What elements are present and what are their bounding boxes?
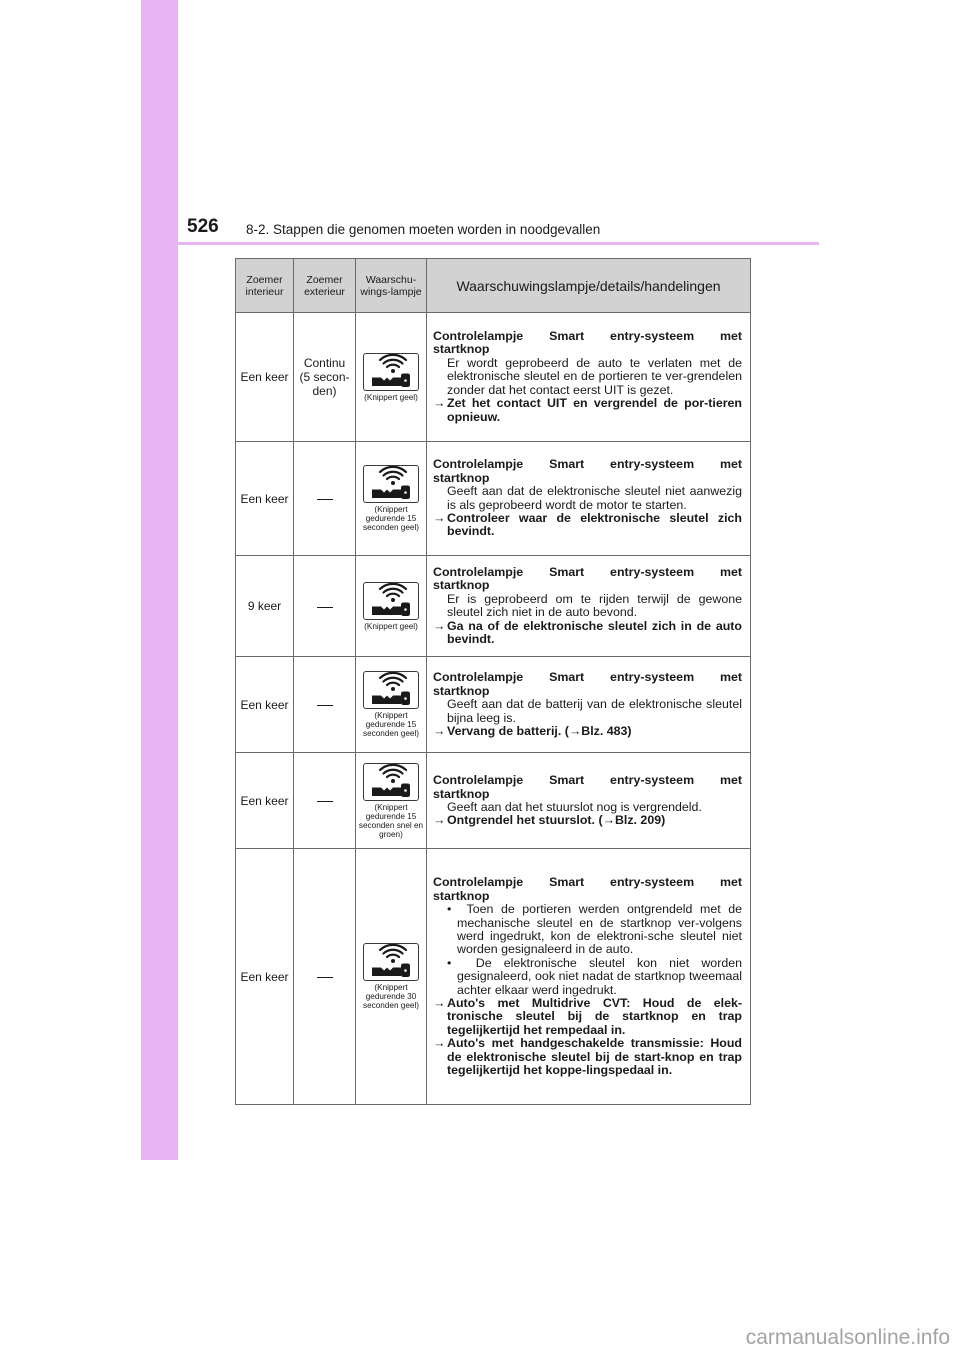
no-buzzer-dash xyxy=(317,607,333,608)
buzzer-interior-cell: Een keer xyxy=(236,657,294,753)
action-label: Zet het contact UIT en vergrendel de por-tieren opnieuw. xyxy=(447,396,742,424)
buzzer-interior-cell: Een keer xyxy=(236,753,294,849)
indicator-title: Controlelampje Smart entry-systeem met xyxy=(433,565,742,579)
no-buzzer-dash xyxy=(317,499,333,500)
header-details: Waarschuwingslampje/details/handelingen xyxy=(427,259,751,313)
action-text xyxy=(433,512,742,539)
header-rule xyxy=(141,242,819,245)
no-buzzer-dash xyxy=(317,977,333,978)
no-buzzer-dash xyxy=(317,705,333,706)
warning-lamp-cell xyxy=(356,657,427,753)
arrow-icon: → xyxy=(433,996,446,1011)
smart-entry-key-icon xyxy=(363,763,419,801)
indicator-title: Controlelampje Smart entry-systeem met xyxy=(433,457,742,472)
indicator-title-cont: startknop xyxy=(433,786,490,801)
buzzer-interior-cell: Een keer xyxy=(236,313,294,442)
detail-bullet xyxy=(433,903,742,957)
indicator-title-cont: startknop xyxy=(433,683,490,698)
indicator-title-cont: startknop xyxy=(433,342,490,357)
detail-text: Er is geprobeerd om te rijden terwijl de gewone sleutel zich niet in de auto bevond. xyxy=(447,591,742,620)
table-row xyxy=(236,556,751,657)
table-row xyxy=(236,313,751,442)
action-label: Auto's met Multidrive CVT: Houd de elek-tronische sleutel bij de startknop en trap tegelijkertijd het rempedaal in. xyxy=(447,996,742,1037)
arrow-icon: → xyxy=(433,724,446,739)
warning-lamp-cell xyxy=(356,442,427,556)
smart-entry-key-icon xyxy=(363,582,419,620)
buzzer-interior-cell: 9 keer xyxy=(236,556,294,657)
bullet-mark: • xyxy=(447,955,452,970)
table-header-row xyxy=(236,259,751,313)
smart-entry-key-icon xyxy=(363,943,419,981)
watermark: carmanualsonline.info xyxy=(745,1326,950,1349)
action-text xyxy=(433,397,742,424)
arrow-icon: → xyxy=(433,618,446,633)
lamp-note: (Knippert gedurende 15 seconden geel) xyxy=(363,711,419,739)
buzzer-exterior-cell xyxy=(294,442,356,556)
table-row xyxy=(236,849,751,1105)
indicator-title-cont: startknop xyxy=(433,888,490,903)
no-buzzer-dash xyxy=(317,801,333,802)
warning-lamp-cell xyxy=(356,313,427,442)
page-number: 526 xyxy=(187,216,219,237)
table-row xyxy=(236,442,751,556)
action-label: Ga na of de elektronische sleutel zich in de auto bevindt. xyxy=(447,618,742,647)
lamp-note: (Knippert geel) xyxy=(364,392,418,402)
warning-lamp-cell xyxy=(356,753,427,849)
buzzer-exterior-cell xyxy=(294,753,356,849)
detail-text: Geeft aan dat de elektronische sleutel niet aanwezig is als geprobeerd wordt de motor te starten. xyxy=(447,484,742,512)
header-warning-lamp: Waarschu-wings-lampje xyxy=(356,259,427,313)
bullet-mark: • xyxy=(447,902,452,917)
arrow-icon: → xyxy=(433,510,446,525)
smart-entry-key-icon xyxy=(363,353,419,391)
arrow-icon: → xyxy=(433,813,446,828)
smart-entry-key-icon xyxy=(363,671,419,709)
thumb-tab-sidebar xyxy=(141,0,178,1160)
details-cell xyxy=(427,313,751,442)
details-cell xyxy=(427,657,751,753)
buzzer-exterior-cell xyxy=(294,849,356,1105)
buzzer-exterior-cell xyxy=(294,556,356,657)
arrow-icon: → xyxy=(433,396,446,411)
details-cell xyxy=(427,849,751,1105)
indicator-title-cont: startknop xyxy=(433,470,490,485)
header-buzzer-interior: Zoemer interieur xyxy=(236,259,294,313)
action-text xyxy=(433,620,742,647)
detail-text: Er wordt geprobeerd de auto te verlaten met de elektronische sleutel en de portieren te ver-grendelen zonder dat het contact eerst UIT is gezet. xyxy=(447,355,742,397)
indicator-title: Controlelampje Smart entry-systeem met xyxy=(433,773,742,788)
indicator-title: Controlelampje Smart entry-systeem met xyxy=(433,875,742,890)
warning-lamp-cell xyxy=(356,849,427,1105)
table-row xyxy=(236,657,751,753)
indicator-title-cont: startknop xyxy=(433,578,490,593)
details-cell xyxy=(427,556,751,657)
warning-table xyxy=(235,258,751,1105)
details-cell xyxy=(427,442,751,556)
action-label: Vervang de batterij. (→Blz. 483) xyxy=(447,724,632,739)
lamp-note: (Knippert gedurende 15 seconden geel) xyxy=(363,505,419,532)
buzzer-exterior-cell xyxy=(294,657,356,753)
action-label: Ontgrendel het stuurslot. (→Blz. 209) xyxy=(447,813,666,828)
buzzer-interior-cell: Een keer xyxy=(236,442,294,556)
section-title: 8-2. Stappen die genomen moeten worden in noodgevallen xyxy=(246,222,601,237)
buzzer-exterior-cell: Continu (5 secon-den) xyxy=(294,313,356,442)
action-text xyxy=(433,997,742,1037)
detail-bullet xyxy=(433,957,742,997)
indicator-title: Controlelampje Smart entry-systeem met xyxy=(433,670,742,685)
lamp-note: (Knippert gedurende 30 seconden geel) xyxy=(363,983,419,1011)
detail-text: Geeft aan dat de batterij van de elektronische sleutel bijna leeg is. xyxy=(447,697,742,725)
indicator-title: Controlelampje Smart entry-systeem met xyxy=(433,329,742,344)
action-text xyxy=(433,725,742,738)
detail-text: Geeft aan dat het stuurslot nog is vergrendeld. xyxy=(447,799,702,814)
lamp-note: (Knippert gedurende 15 seconden snel en groen) xyxy=(358,802,424,839)
buzzer-interior-cell: Een keer xyxy=(236,849,294,1105)
bullet-text: Toen de portieren werden ontgrendeld met de mechanische sleutel en de startknop ver-volgens werd ingedrukt, kon de elektroni-sche sleutel niet worden gesignaleerd in de auto. xyxy=(457,902,743,957)
table-row xyxy=(236,753,751,849)
header-buzzer-exterior: Zoemer exterieur xyxy=(294,259,356,313)
action-label: Auto's met handgeschakelde transmissie: Houd de elektronische sleutel bij de start-knop en trap tegelijkertijd het koppe-lingspedaal in. xyxy=(447,1036,742,1078)
action-text xyxy=(433,1037,742,1077)
action-label: Controleer waar de elektronische sleutel zich bevindt. xyxy=(447,510,742,539)
arrow-icon: → xyxy=(433,1036,446,1051)
lamp-note: (Knippert geel) xyxy=(364,621,418,631)
warning-lamp-cell xyxy=(356,556,427,657)
smart-entry-key-icon xyxy=(363,465,419,503)
action-text xyxy=(433,814,742,827)
bullet-text: De elektronische sleutel kon niet worden gesignaleerd, ook niet nadat de startknop tweemaal achter elkaar werd ingedrukt. xyxy=(457,955,742,997)
details-cell xyxy=(427,753,751,849)
